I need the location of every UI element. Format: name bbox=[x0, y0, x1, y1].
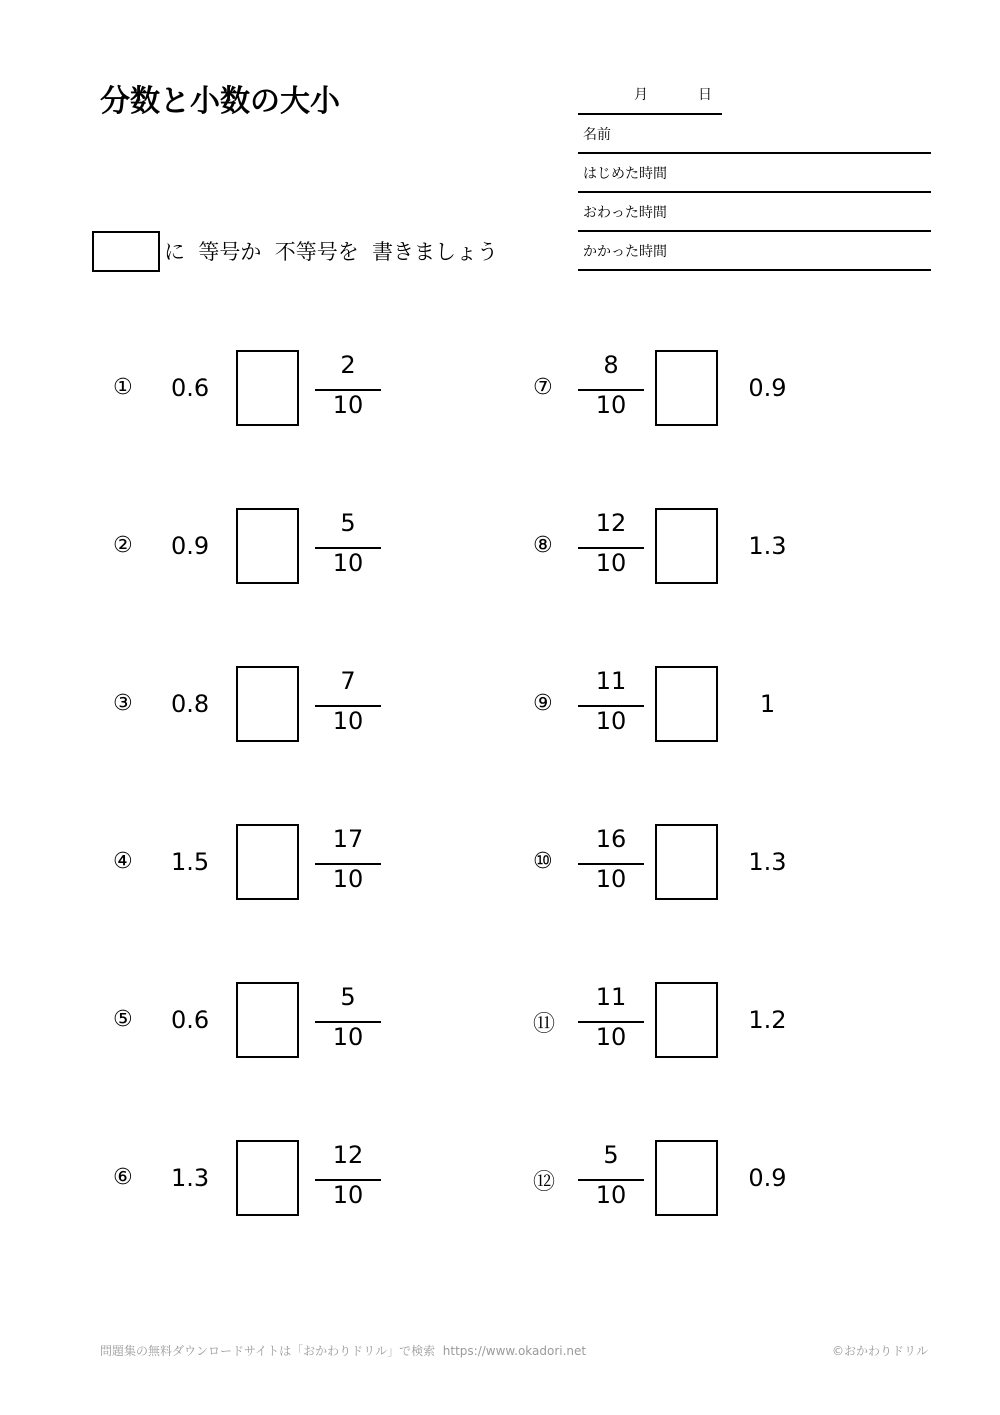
problem-number: ⑦ bbox=[533, 375, 553, 400]
answer-box[interactable] bbox=[236, 824, 299, 900]
page-title: 分数と小数の大小 bbox=[100, 84, 340, 119]
decimal-value: 1 bbox=[759, 690, 776, 718]
answer-box[interactable] bbox=[655, 666, 718, 742]
fraction-numerator: 5 bbox=[340, 509, 356, 537]
fraction-denominator: 10 bbox=[595, 1023, 627, 1051]
fraction-denominator: 10 bbox=[595, 707, 627, 735]
decimal-value: 0.6 bbox=[171, 1006, 210, 1034]
problem-number: ⑩ bbox=[533, 849, 553, 874]
fraction-denominator: 10 bbox=[595, 391, 627, 419]
fraction-numerator: 11 bbox=[595, 983, 627, 1011]
problem-number: ⑤ bbox=[113, 1007, 133, 1032]
name-label: 名前 bbox=[583, 127, 611, 143]
decimal-value: 0.8 bbox=[171, 690, 210, 718]
decimal-value: 0.6 bbox=[171, 374, 210, 402]
date-field[interactable] bbox=[578, 84, 722, 115]
fraction-numerator: 7 bbox=[340, 667, 356, 695]
problem-number: ② bbox=[113, 533, 133, 558]
name-field[interactable] bbox=[578, 114, 931, 154]
decimal-value: 1.5 bbox=[171, 848, 210, 876]
answer-box[interactable] bbox=[655, 982, 718, 1058]
footer-copyright: ©おかわりドリル bbox=[831, 1344, 928, 1358]
decimal-value: 0.9 bbox=[171, 532, 210, 560]
fraction-denominator: 10 bbox=[332, 707, 364, 735]
fraction-denominator: 10 bbox=[595, 549, 627, 577]
answer-box[interactable] bbox=[655, 350, 718, 426]
answer-box[interactable] bbox=[236, 508, 299, 584]
instruction-text: に 等号か 不等号を 書きましょう bbox=[164, 240, 499, 264]
problem-number: ⑪ bbox=[533, 1012, 556, 1037]
problem-number: ⑧ bbox=[533, 533, 553, 558]
fraction-numerator: 12 bbox=[332, 1141, 364, 1169]
problem-number: ① bbox=[113, 375, 133, 400]
decimal-value: 1.3 bbox=[748, 532, 787, 560]
fraction-numerator: 16 bbox=[595, 825, 627, 853]
footer-note: 問題集の無料ダウンロードサイトは「おかわりドリル」で検索 https://www.okadori.net bbox=[100, 1344, 587, 1358]
fraction-denominator: 10 bbox=[332, 1023, 364, 1051]
start-time-label: はじめた時間 bbox=[583, 166, 667, 182]
answer-box[interactable] bbox=[655, 1140, 718, 1216]
fraction-numerator: 17 bbox=[332, 825, 364, 853]
problem-number: ④ bbox=[113, 849, 133, 874]
fraction-numerator: 12 bbox=[595, 509, 627, 537]
answer-box[interactable] bbox=[236, 666, 299, 742]
problem-number: ③ bbox=[113, 691, 133, 716]
fraction-denominator: 10 bbox=[595, 1181, 627, 1209]
fraction-numerator: 5 bbox=[340, 983, 356, 1011]
decimal-value: 0.9 bbox=[748, 1164, 787, 1192]
answer-box[interactable] bbox=[236, 982, 299, 1058]
elapsed-time-field[interactable] bbox=[578, 231, 931, 271]
month-label: 月 bbox=[634, 87, 648, 103]
fraction-denominator: 10 bbox=[332, 549, 364, 577]
answer-box[interactable] bbox=[655, 508, 718, 584]
fraction-denominator: 10 bbox=[332, 391, 364, 419]
fraction-numerator: 2 bbox=[340, 351, 356, 379]
day-label: 日 bbox=[698, 87, 712, 103]
decimal-value: 1.3 bbox=[171, 1164, 210, 1192]
decimal-value: 0.9 bbox=[748, 374, 787, 402]
instruction-answer-box-example bbox=[92, 231, 160, 272]
start-time-field[interactable] bbox=[578, 153, 931, 193]
problem-number: ⑨ bbox=[533, 691, 553, 716]
answer-box[interactable] bbox=[236, 350, 299, 426]
fraction-numerator: 5 bbox=[603, 1141, 619, 1169]
problem-number: ⑥ bbox=[113, 1165, 133, 1190]
problem-number: ⑫ bbox=[533, 1170, 556, 1195]
decimal-value: 1.2 bbox=[748, 1006, 787, 1034]
end-time-label: おわった時間 bbox=[583, 205, 667, 221]
fraction-denominator: 10 bbox=[595, 865, 627, 893]
decimal-value: 1.3 bbox=[748, 848, 787, 876]
fraction-denominator: 10 bbox=[332, 865, 364, 893]
fraction-numerator: 11 bbox=[595, 667, 627, 695]
fraction-denominator: 10 bbox=[332, 1181, 364, 1209]
answer-box[interactable] bbox=[655, 824, 718, 900]
fraction-numerator: 8 bbox=[603, 351, 619, 379]
answer-box[interactable] bbox=[236, 1140, 299, 1216]
end-time-field[interactable] bbox=[578, 192, 931, 232]
elapsed-time-label: かかった時間 bbox=[583, 244, 667, 260]
